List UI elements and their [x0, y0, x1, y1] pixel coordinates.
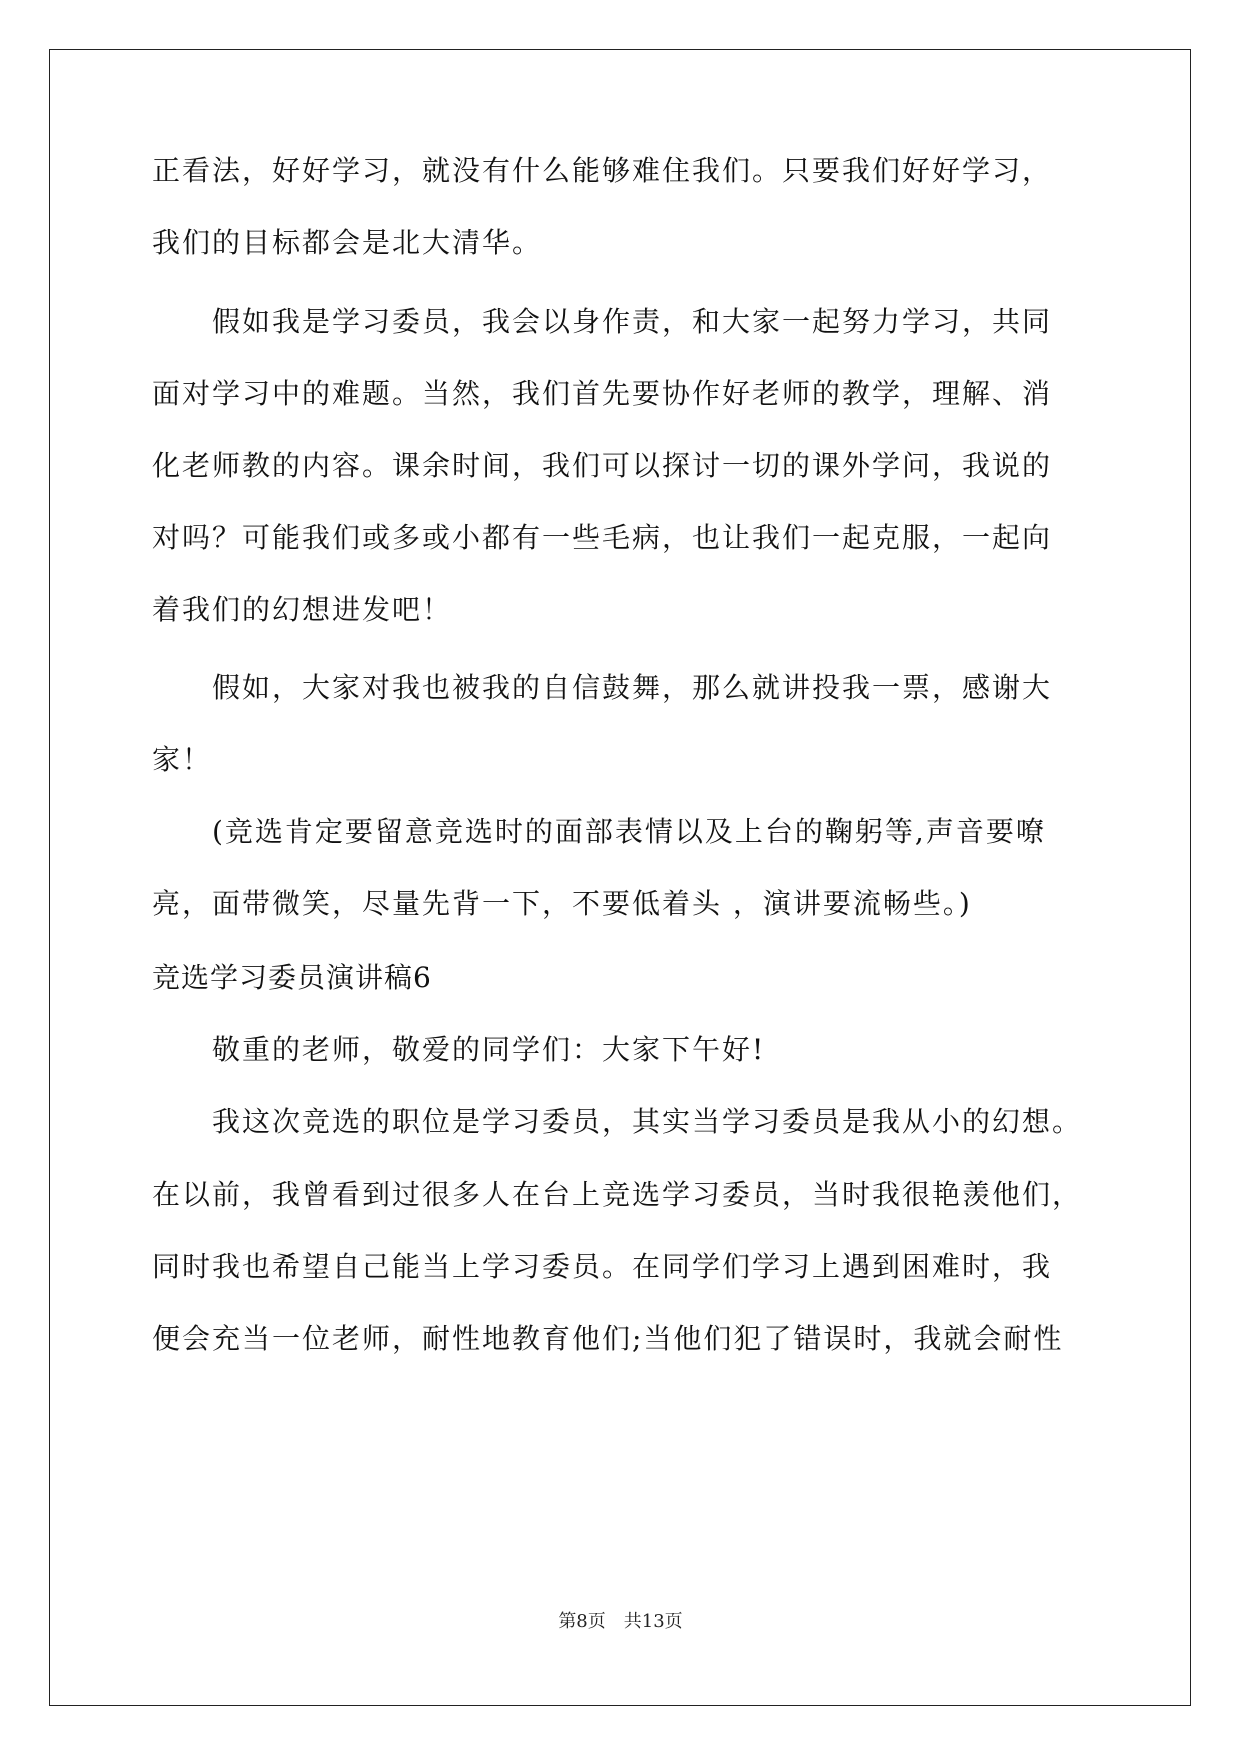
body-line: 着我们的幻想进发吧！: [152, 593, 453, 626]
body-line: 假如我是学习委员，我会以身作责，和大家一起努力学习，共同: [212, 305, 1053, 338]
body-line: 敬重的老师，敬爱的同学们：大家下午好!: [212, 1033, 766, 1066]
page-border: [49, 49, 1191, 1706]
body-line: 便会充当一位老师，耐性地教育他们;当他们犯了错误时，我就会耐性: [152, 1322, 1064, 1355]
body-line: 假如，大家对我也被我的自信鼓舞，那么就讲投我一票，感谢大: [212, 671, 1053, 704]
body-line: 正看法，好好学习，就没有什么能够难住我们。只要我们好好学习，: [152, 154, 1053, 187]
body-line: 化老师教的内容。课余时间，我们可以探讨一切的课外学问，我说的: [152, 449, 1053, 482]
body-line: (竞选肯定要留意竞选时的面部表情以及上台的鞠躬等,声音要嘹: [212, 815, 1046, 848]
body-line: 家！: [152, 743, 213, 776]
body-line: 亮，面带微笑，尽量先背一下，不要低着头 ，演讲要流畅些。): [152, 887, 972, 920]
body-line: 对吗？可能我们或多或小都有一些毛病，也让我们一起克服，一起向: [152, 521, 1053, 554]
body-line: 我们的目标都会是北大清华。: [152, 226, 543, 259]
body-line: 面对学习中的难题。当然，我们首先要协作好老师的教学，理解、消: [152, 377, 1053, 410]
body-line: 我这次竞选的职位是学习委员，其实当学习委员是我从小的幻想。: [212, 1105, 1083, 1138]
body-line: 同时我也希望自己能当上学习委员。在同学们学习上遇到困难时，我: [152, 1250, 1053, 1283]
section-heading: 竞选学习委员演讲稿6: [152, 961, 432, 994]
page-number-footer: 第8页 共13页: [558, 1611, 683, 1632]
body-line: 在以前，我曾看到过很多人在台上竞选学习委员，当时我很艳羡他们，: [152, 1178, 1083, 1211]
